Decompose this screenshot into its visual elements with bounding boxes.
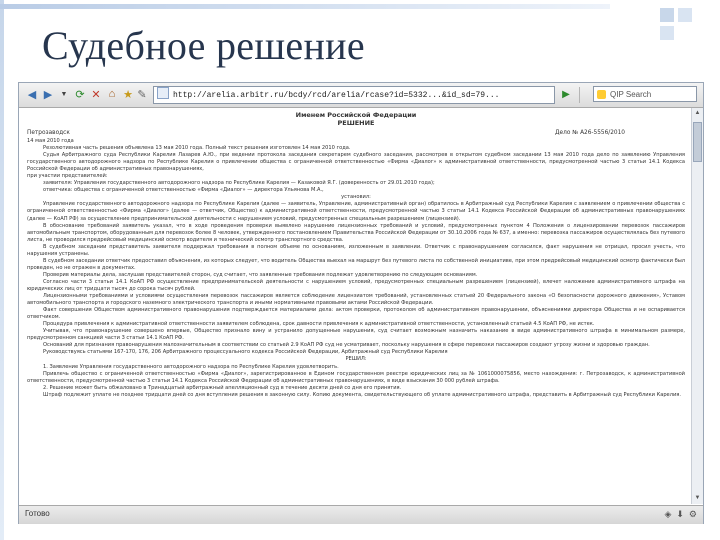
search-engine-icon [597,90,606,99]
slide-decor-square [678,8,692,22]
slide-title: Судебное решение [42,23,365,68]
document-subheading: РЕШЕНИЕ [337,119,375,127]
document-paragraph: установил: [341,194,371,201]
scroll-up-icon[interactable]: ▲ [694,110,701,116]
document-paragraph: В судебном заседании представитель заявителя поддержал требования в полном объеме по основаниям, изложенным в заявлении. Ответчик с правонарушением согласился, факт нарушения не отрицал, просил учесть, что нарушения устранены. [27,243,685,257]
forward-icon[interactable]: ▶ [43,88,53,101]
download-icon: ⬇ [676,509,684,519]
slide-decor-square [660,8,674,22]
document-heading: Именем Российской Федерации [295,111,417,119]
reload-icon[interactable]: ⟳ [75,88,85,101]
browser-status-bar [19,505,703,524]
home-icon[interactable]: ⌂ [108,88,116,100]
document-case-number: Дело № А26-5556/2010 [555,130,625,136]
vertical-scrollbar[interactable] [691,108,703,504]
address-bar[interactable] [153,86,555,104]
document-paragraph: 1. Заявление Управления государственного автодорожного надзора по Республике Карелия удовлетворить. [43,363,339,370]
edit-icon[interactable]: ✎ [137,88,147,101]
slide-decor-square [660,26,674,40]
document-paragraph: ответчика: общества с ограниченной ответственностью «Фирма «Диалог» — директора Ульянова М.А., [43,187,324,194]
document-meta [27,129,685,138]
document-paragraph: Судья Арбитражного суда Республики Карелия Лазарев А.Ю., при ведении протокола заседания секретарем судебного заседания, рассмотрев в открытом судебном заседании 13 мая 2010 года дело по заявлению Управления государственного автодорожного надзора по Республике Карелия о привлечении общества с ограниченной ответственностью «Фирма «Диалог» к административной ответственности, предусмотренной частью 3 статьи 14.1 Кодекса Российской Федерации об административных правонарушениях, [27,152,685,173]
back-icon[interactable]: ◀ [27,88,37,101]
browser-toolbar [19,83,703,108]
search-input[interactable] [593,86,697,102]
document-paragraph: РЕШИЛ: [345,356,367,363]
status-text: Готово [25,509,50,518]
document-date: 14 мая 2010 года [27,138,74,144]
dropdown-icon[interactable]: ▼ [60,90,68,98]
scroll-down-icon[interactable]: ▼ [694,495,701,501]
scroll-thumb[interactable] [693,122,702,162]
toolbar-separator [579,87,580,103]
browser-window [18,82,704,524]
status-icons [664,509,697,520]
document-paragraph: Проверив материалы дела, заслушав представителей сторон, суд считает, что заявленные требования подлежат удовлетворению по следующим основаниям. [43,271,478,278]
document-paragraph: Резолютивная часть решения объявлена 13 мая 2010 года. Полный текст решения изготовлен 14 мая 2010 года. [43,145,351,152]
document-paragraph: Руководствуясь статьями 167-170, 176, 206 Арбитражного процессуального кодекса Российской Федерации, Арбитражный суд Республики Карелия [43,349,448,356]
document-paragraph: 2. Решение может быть обжаловано в Тринадцатый арбитражный апелляционный суд в течение десяти дней со дня его принятия. [43,384,402,391]
document-paragraph: Факт совершения Обществом административного правонарушения подтверждается материалами дела: актом проверки, протоколом об административном правонарушении, объяснениями директора Общества и не оспаривается ответчиком. [27,307,685,321]
slide-top-rule [0,4,610,9]
document-paragraph: при участии представителей: [27,173,108,180]
document-paragraph: Штраф подлежит уплате не позднее тридцати дней со дня вступления решения в законную силу. Копию документа, свидетельствующего об уплате административного штрафа, представить в Арбитражный суд Республики Карелия. [43,391,681,398]
url-text: http://arelia.arbitr.ru/bcdy/rcd/arelia/rcase?id=5332...&id_sd=79... [173,91,500,100]
document-paragraph: Процедура привлечения к административной ответственности заявителем соблюдена, срок давности привлечения к административной ответственности, установленный статьей 4.5 КоАП РФ, не истек. [43,321,595,328]
search-placeholder: QIP Search [610,90,652,99]
document-paragraph: Оснований для признания правонарушения малозначительным в соответствии со статьей 2.9 КоАП РФ суд не усматривает, поскольку нарушения в сфере перевозки пассажиров создают угрозу жизни и здоровью граждан. [43,342,650,349]
security-icon: ◈ [664,509,672,519]
document-paragraph: Согласно части 3 статьи 14.1 КоАП РФ осуществление предпринимательской деятельности с нарушением условий, предусмотренных специальным разрешением (лицензией), влечет наложение административного штрафа на юридических лиц от тридцати тысяч до сорока тысяч рублей. [27,278,685,292]
addon-icon: ⚙ [688,509,697,519]
document-paragraph: заявителя: Управления государственного автодорожного надзора по Республике Карелия — Казаковой Я.Г. (доверенность от 29.01.2010 года); [43,180,435,187]
document-city: Петрозаводск [27,130,70,136]
slide-accent-bar [0,0,4,540]
document-body [27,145,685,399]
document-paragraph: Привлечь общество с ограниченной ответственностью «Фирма «Диалог», зарегистрированное в Едином государственном реестре юридических лиц за № 1061000075856, место нахождения: г. Петрозаводск, к административной ответственности, предусмотренной частью 3 статьи 14.1 Кодекса Российской Федерации об административных правонарушениях, в виде взыскания 30 000 рублей штрафа. [27,370,685,384]
document-paragraph: Управление государственного автодорожного надзора по Республике Карелия (далее — заявитель, Управление, административный орган) обратилось в Арбитражный суд Республики Карелия с заявлением о привлечении общества с ограниченной ответственностью «Фирма «Диалог» (далее — ответчик, Общество) к административной ответственности, предусмотренной частью 3 статьи 14.1 Кодекса Российской Федерации об административных правонарушениях (далее — КоАП РФ) за осуществление предпринимательской деятельности с нарушением условий, предусмотренных специальным разрешением (лицензией). [27,201,685,222]
go-icon[interactable]: ▶ [562,88,570,100]
stop-icon[interactable]: ✕ [91,88,101,101]
document-paragraph: В обоснование требований заявитель указал, что в ходе проведения проверки выявлено нарушение лицензионных требований и условий, предусмотренных пунктом 4 Положения о лицензировании перевозок пассажиров автомобильным транспортом, оборудованным для перевозок более 8 человек, утвержденного постановлением Правительства Российской Федерации от 30.10.2006 года № 637, а именно: перевозка пассажиров осуществлялась без путевого листа, не проводился предрейсовый медицинский осмотр водителя и технический осмотр транспортного средства. [27,222,685,243]
bookmarks-icon[interactable]: ★ [123,88,133,101]
document-paragraph: В судебном заседании ответчик предоставил объяснения, из которых следует, что водитель Общества выехал на маршрут без путевого листа по собственной инициативе, при этом предрейсовый медицинский осмотр фактически был проведен, но не отражен в документах. [27,257,685,271]
document-paragraph: Лицензионными требованиями и условиями осуществления перевозок пассажиров является соблюдение лицензиатом требований, установленных статьей 20 Федерального закона «О безопасности дорожного движения», Уставом автомобильного транспорта и городского наземного электрического транспорта и иными нормативными правовыми актами Российской Федерации. [27,293,685,307]
document-paragraph: Учитывая, что правонарушение совершено впервые, Общество признало вину и устранило допущенные нарушения, суд считает возможным назначить наказание в виде административного штрафа в минимальном размере, предусмотренном санкцией части 3 статьи 14.1 КоАП РФ. [27,328,685,342]
document-page [27,111,685,505]
page-favicon-icon [157,87,169,99]
